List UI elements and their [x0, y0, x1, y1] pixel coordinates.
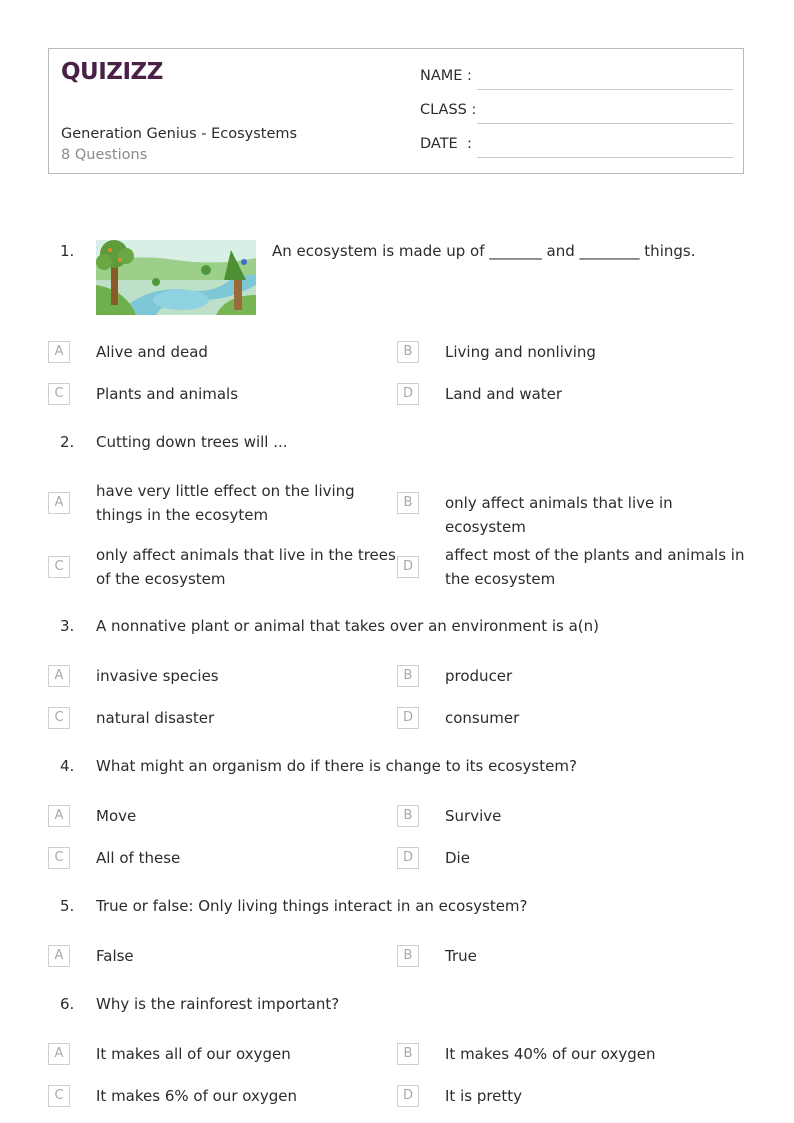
quiz-title: Generation Genius - Ecosystems: [61, 126, 298, 142]
option-text: False: [96, 947, 134, 965]
ecosystem-illustration: [96, 240, 256, 315]
option-letter-box[interactable]: B: [397, 1043, 419, 1065]
quizizz-logo: QUIZIZZ: [61, 59, 163, 85]
option-letter-box[interactable]: A: [48, 341, 70, 363]
class-line: [477, 123, 733, 124]
question-number: 1.: [60, 242, 75, 260]
option-text: Plants and animals: [96, 385, 239, 403]
question-number: 6.: [60, 995, 75, 1013]
option-letter-box[interactable]: A: [48, 492, 70, 514]
option-text: It makes 6% of our oxygen: [96, 1087, 297, 1105]
option-text: producer: [445, 667, 513, 685]
option-text: only affect animals that live in the trees of the ecosystem: [96, 546, 396, 588]
option-text: Alive and dead: [96, 343, 208, 361]
option-letter-box[interactable]: C: [48, 1085, 70, 1107]
option-text: affect most of the plants and animals in the ecosystem: [445, 546, 745, 588]
option-letter-box[interactable]: B: [397, 341, 419, 363]
date-line: [477, 157, 733, 158]
option-text: It makes all of our oxygen: [96, 1045, 291, 1063]
question-number: 2.: [60, 433, 75, 451]
option-text: natural disaster: [96, 709, 215, 727]
option-text: It is pretty: [445, 1087, 523, 1105]
option-letter-box[interactable]: C: [48, 847, 70, 869]
question-text: True or false: Only living things interact in an ecosystem?: [96, 897, 528, 915]
option-text: Move: [96, 807, 137, 825]
option-letter-box[interactable]: D: [397, 556, 419, 578]
option-text: Land and water: [445, 385, 563, 403]
question-number: 5.: [60, 897, 75, 915]
option-text: It makes 40% of our oxygen: [445, 1045, 656, 1063]
option-text: only affect animals that live in ecosystem: [445, 494, 673, 536]
date-label: DATE :: [420, 136, 472, 152]
option-text: Survive: [445, 807, 502, 825]
option-letter-box[interactable]: B: [397, 805, 419, 827]
option-letter-box[interactable]: B: [397, 492, 419, 514]
option-text: Die: [445, 849, 470, 867]
option-letter-box[interactable]: D: [397, 707, 419, 729]
option-text: invasive species: [96, 667, 219, 685]
option-letter-box[interactable]: C: [48, 707, 70, 729]
option-letter-box[interactable]: D: [397, 847, 419, 869]
option-text: True: [445, 947, 477, 965]
name-label: NAME :: [420, 68, 472, 84]
question-count: 8 Questions: [61, 147, 148, 163]
option-letter-box[interactable]: C: [48, 383, 70, 405]
question-text: Why is the rainforest important?: [96, 995, 340, 1013]
worksheet-header: [48, 48, 744, 174]
option-letter-box[interactable]: B: [397, 945, 419, 967]
option-letter-box[interactable]: A: [48, 945, 70, 967]
class-label: CLASS :: [420, 102, 477, 118]
option-text: have very little effect on the living things in the ecosytem: [96, 482, 355, 524]
question-text: An ecosystem is made up of _______ and ________ things.: [272, 242, 696, 260]
option-letter-box[interactable]: D: [397, 1085, 419, 1107]
option-text: consumer: [445, 709, 520, 727]
question-text: Cutting down trees will ...: [96, 433, 288, 451]
option-letter-box[interactable]: A: [48, 665, 70, 687]
option-letter-box[interactable]: A: [48, 1043, 70, 1065]
option-letter-box[interactable]: A: [48, 805, 70, 827]
question-text: What might an organism do if there is change to its ecosystem?: [96, 757, 577, 775]
question-text: A nonnative plant or animal that takes over an environment is a(n): [96, 617, 599, 635]
option-text: All of these: [96, 849, 181, 867]
option-text: Living and nonliving: [445, 343, 596, 361]
question-number: 4.: [60, 757, 75, 775]
question-number: 3.: [60, 617, 75, 635]
name-line: [477, 89, 733, 90]
option-letter-box[interactable]: C: [48, 556, 70, 578]
option-letter-box[interactable]: B: [397, 665, 419, 687]
option-letter-box[interactable]: D: [397, 383, 419, 405]
